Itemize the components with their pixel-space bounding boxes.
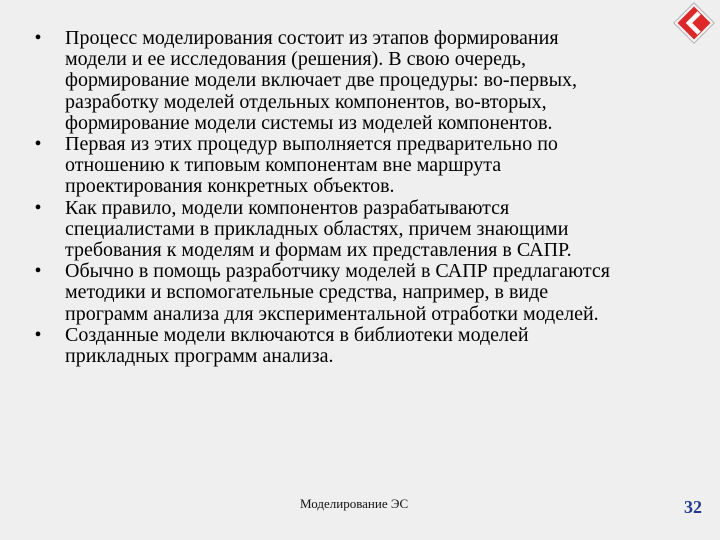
bullet-dot: • — [34, 27, 42, 49]
bullet-line: Как правило, модели компонентов разрабатываются — [65, 196, 510, 219]
bullet-line: модели и ее исследования (решения). В свою очередь, — [65, 48, 527, 71]
bullet-dot: • — [34, 260, 42, 283]
bullet-line: Первая из этих процедур выполняется предварительно по — [65, 133, 558, 156]
bullet-line: формирование модели системы из моделей компонентов. — [65, 111, 553, 134]
bullet-line: специалистами в прикладных областях, причем знающими — [65, 217, 569, 240]
bullet-list — [30, 28, 680, 367]
page-number: 32 — [684, 497, 702, 517]
bullet-dot: • — [34, 323, 42, 346]
bullet-item — [30, 28, 680, 134]
bullet-line: отношению к типовым компонентам вне маршрута — [65, 154, 502, 177]
bullet-line: прикладных программ анализа. — [65, 345, 334, 368]
bullet-line: Процесс моделирования состоит из этапов формирования — [65, 27, 559, 49]
bullet-line: проектирования конкретных объектов. — [65, 175, 395, 198]
bullet-dot: • — [34, 133, 42, 156]
bullet-line: Созданные модели включаются в библиотеки моделей — [65, 323, 529, 346]
bullet-item — [30, 134, 680, 198]
bullet-line: методики и вспомогательные средства, например, в виде — [65, 281, 549, 304]
footer-title: Моделирование ЭС — [300, 496, 409, 511]
bullet-dot: • — [34, 196, 42, 219]
bullet-line: разработку моделей отдельных компонентов, во-вторых, — [65, 90, 547, 113]
bullet-line: формирование модели включает две процедуры: во-первых, — [65, 69, 578, 92]
bullet-line: Обычно в помощь разработчику моделей в САПР предлагаются — [65, 260, 610, 283]
bullet-item — [30, 325, 680, 367]
bullet-item — [30, 198, 680, 262]
bullet-item — [30, 261, 680, 325]
bullet-line: требования к моделям и формам их представления в САПР. — [65, 239, 572, 262]
bullet-line: программ анализа для экспериментальной отработки моделей. — [65, 302, 599, 325]
